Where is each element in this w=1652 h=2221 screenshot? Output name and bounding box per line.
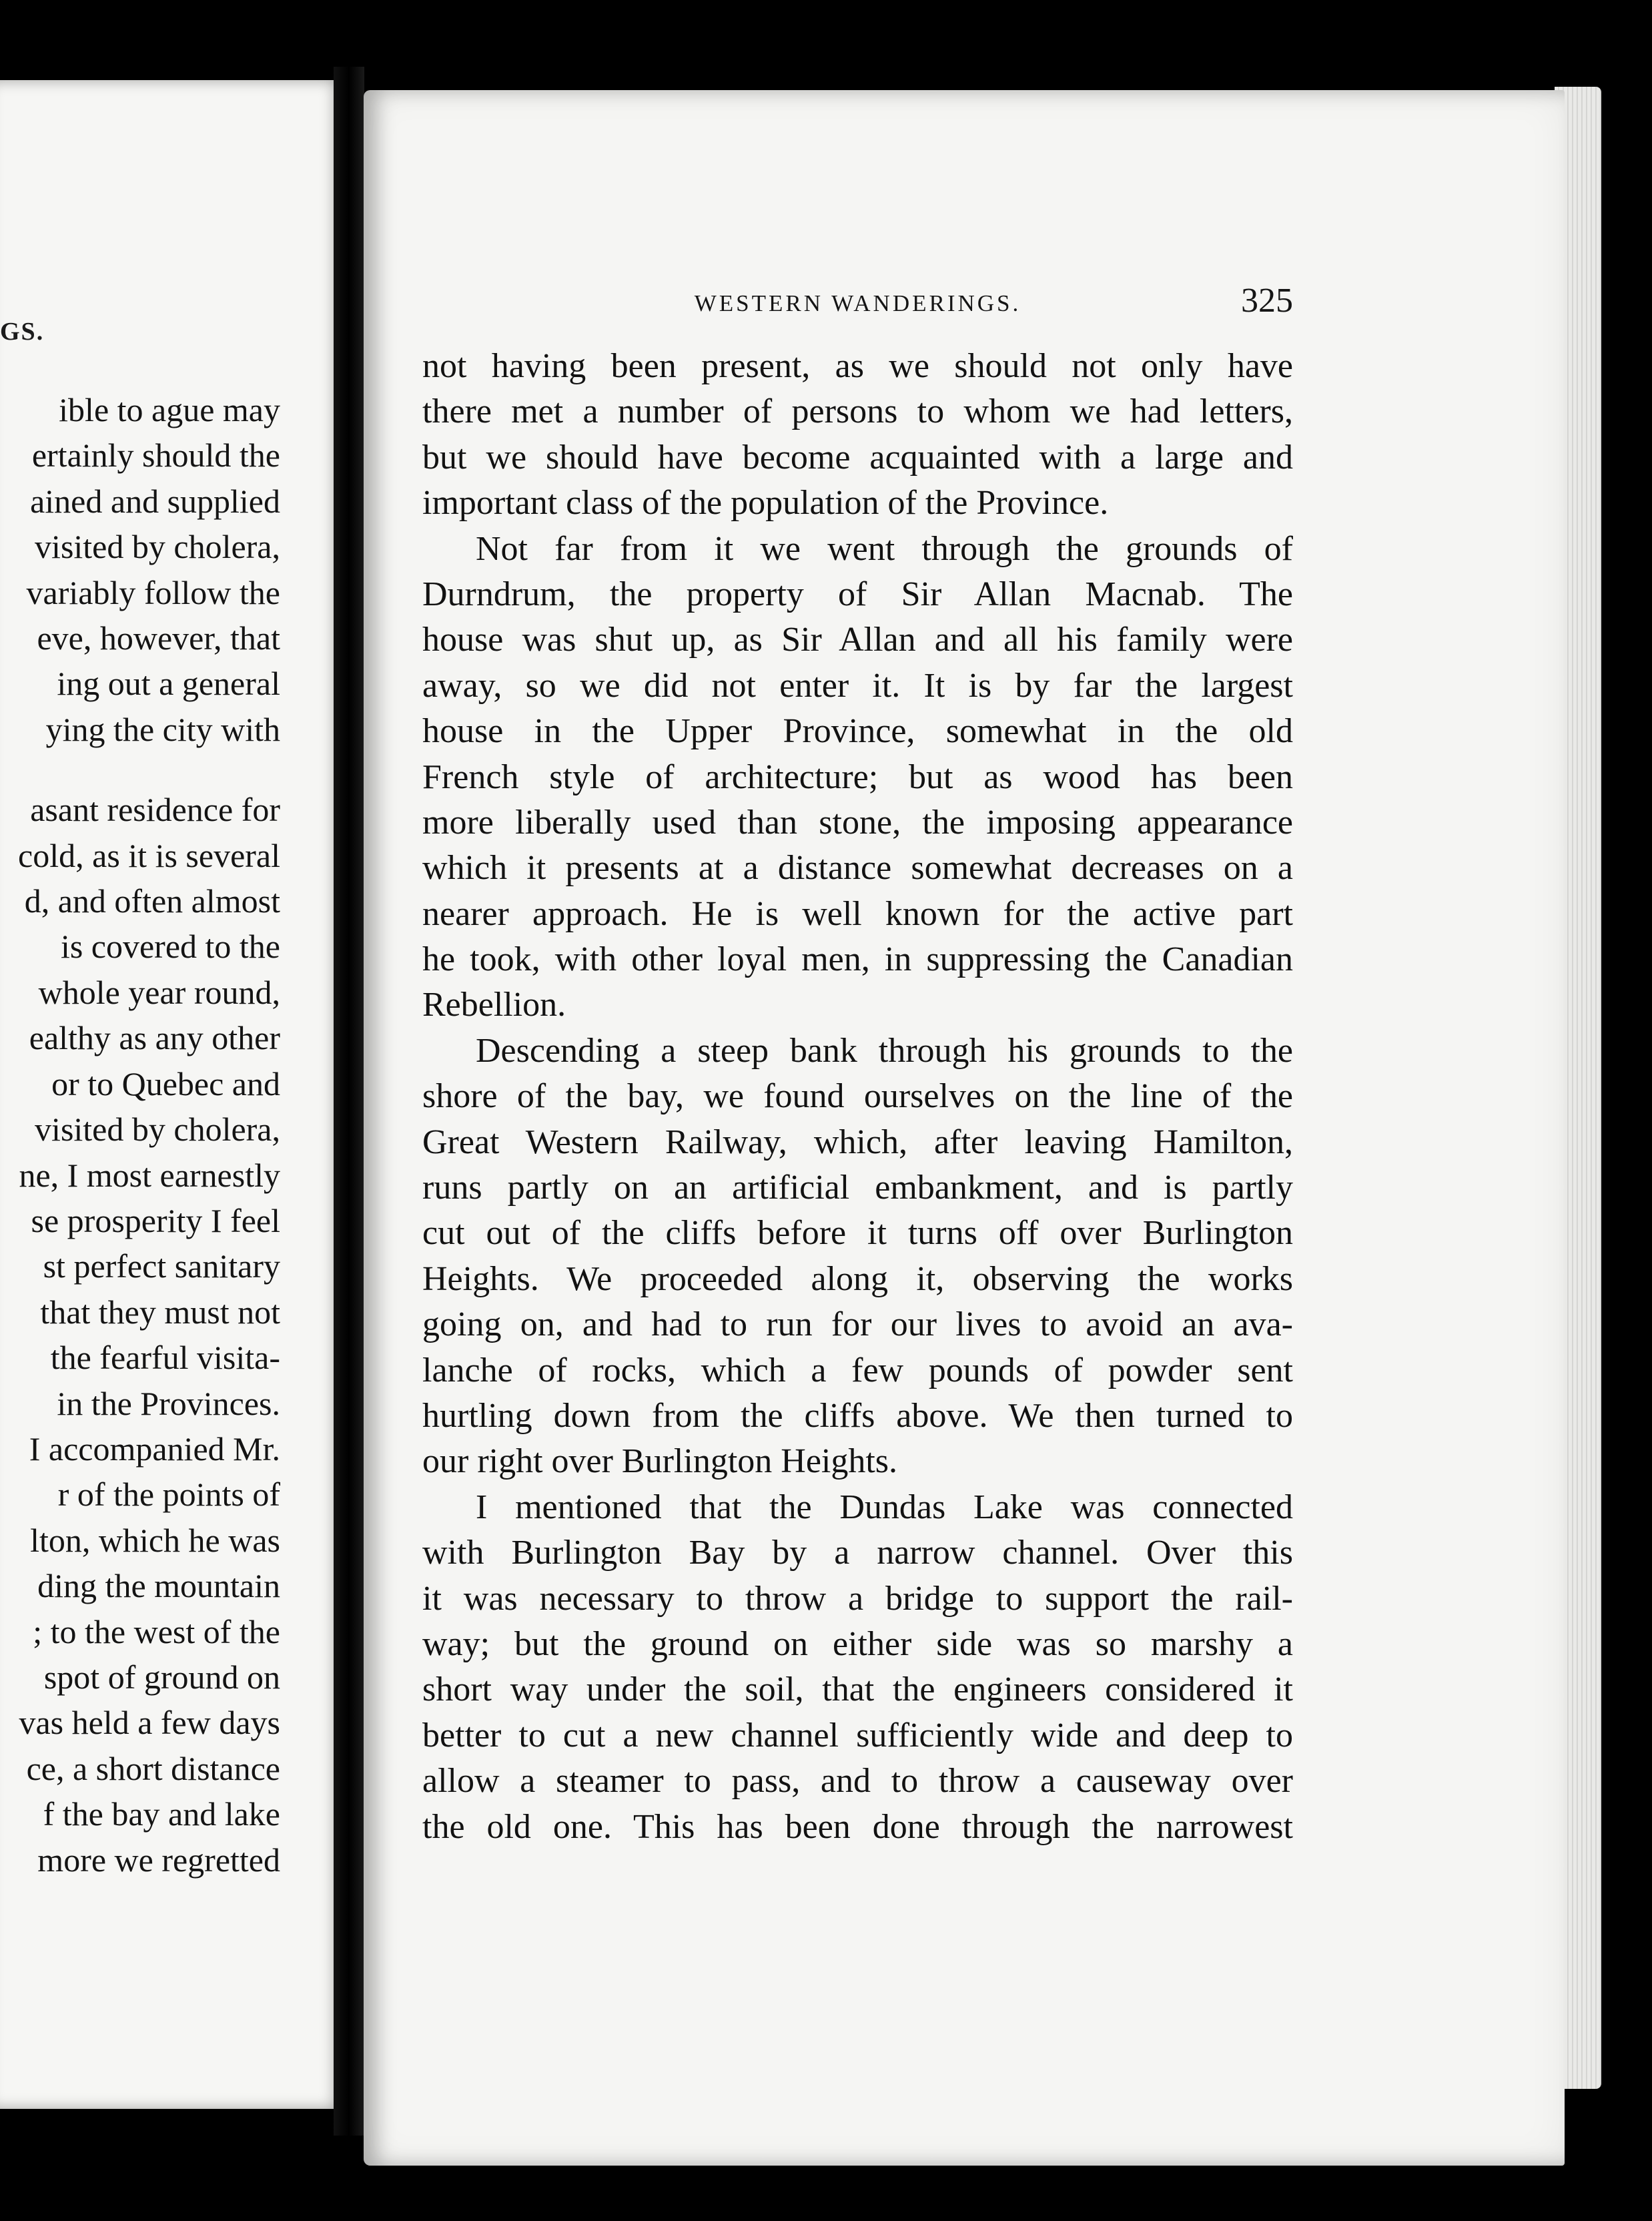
previous-page-line: ne, I most earnestly xyxy=(19,1156,280,1194)
previous-page-line: ained and supplied xyxy=(30,482,280,520)
previous-page-line: that they must not xyxy=(40,1293,280,1331)
text-line: house in the Upper Province, somewhat in the old xyxy=(422,712,1293,751)
text-line: he took, with other loyal men, in suppressing the Canadian xyxy=(422,940,1293,979)
paragraph xyxy=(422,344,1293,527)
previous-page-line: in the Provinces. xyxy=(57,1384,280,1422)
text-line: Not far from it we went through the grounds of xyxy=(476,529,1293,568)
text-line: going on, and had to run for our lives to avoid an ava- xyxy=(422,1305,1293,1344)
previous-page-line: r of the points of xyxy=(57,1476,280,1514)
previous-page-line: f the bay and lake xyxy=(43,1795,280,1833)
previous-page-text xyxy=(0,387,280,1883)
previous-page-line: st perfect sanitary xyxy=(43,1247,280,1285)
previous-page-line: ing out a general xyxy=(57,665,280,703)
text-line: but we should have become acquainted with a large and xyxy=(422,438,1293,477)
running-title: WESTERN WANDERINGS. xyxy=(694,290,1021,316)
previous-page-line: vas held a few days xyxy=(19,1704,280,1742)
text-line: Heights. We proceeded along it, observing the works xyxy=(422,1259,1293,1298)
previous-page-line: spot of ground on xyxy=(43,1658,280,1696)
text-line: runs partly on an artificial embankment, and is partly xyxy=(422,1169,1293,1207)
previous-page-line: visited by cholera, xyxy=(35,1110,280,1149)
previous-page-line: ealthy as any other xyxy=(29,1019,280,1057)
text-line: short way under the soil, that the engineers considered it xyxy=(422,1670,1293,1709)
text-line: nearer approach. He is well known for the active part xyxy=(422,894,1293,933)
previous-page-line: ding the mountain xyxy=(37,1567,280,1605)
text-line: I mentioned that the Dundas Lake was connected xyxy=(476,1488,1293,1526)
text-line: important class of the population of the Province. xyxy=(422,484,1109,523)
previous-page-line: eve, however, that xyxy=(37,619,280,657)
previous-page-line: ying the city with xyxy=(45,710,280,748)
paragraph xyxy=(422,1028,1293,1485)
page-number: 325 xyxy=(1241,282,1293,320)
text-line: more liberally used than stone, the imposing appearance xyxy=(422,803,1293,842)
previous-page-line: d, and often almost xyxy=(24,882,280,920)
text-line: allow a steamer to pass, and to throw a causeway over xyxy=(422,1762,1293,1801)
text-line: cut out of the cliffs before it turns off over Burlington xyxy=(422,1214,1293,1253)
text-line: with Burlington Bay by a narrow channel. Over this xyxy=(422,1534,1293,1572)
text-line: not having been present, as we should not only have xyxy=(422,347,1293,385)
text-line: house was shut up, as Sir Allan and all his family were xyxy=(422,621,1293,659)
previous-page-line: whole year round, xyxy=(38,973,280,1011)
previous-page-line: ce, a short distance xyxy=(26,1749,280,1787)
previous-page-line: or to Quebec and xyxy=(51,1064,280,1102)
body-text xyxy=(422,344,1293,1850)
previous-page-line: asant residence for xyxy=(30,791,280,829)
previous-page-line: ertainly should the xyxy=(31,436,280,474)
previous-page-line: ; to the west of the xyxy=(33,1612,280,1650)
previous-page-line: I accompanied Mr. xyxy=(29,1430,280,1468)
paragraph xyxy=(422,527,1293,1028)
book-gutter xyxy=(334,67,364,2136)
previous-page-line: cold, as it is several xyxy=(18,836,280,874)
previous-page-line: variably follow the xyxy=(26,573,280,611)
previous-page-line: ible to ague may xyxy=(59,391,280,428)
text-line: which it presents at a distance somewhat decreases on a xyxy=(422,849,1293,888)
previous-page-line: lton, which he was xyxy=(30,1521,280,1559)
previous-page-line: the fearful visita- xyxy=(50,1339,280,1377)
previous-page-running-head: GS. xyxy=(0,318,45,346)
paragraph xyxy=(422,1485,1293,1850)
text-line: better to cut a new channel sufficiently wide and deep to xyxy=(422,1716,1293,1755)
text-line: our right over Burlington Heights. xyxy=(422,1442,898,1481)
page-content xyxy=(422,282,1293,1850)
text-line: the old one. This has been done through the narrowest xyxy=(422,1807,1293,1846)
previous-page-line: is covered to the xyxy=(60,928,280,966)
previous-page-line: visited by cholera, xyxy=(35,528,280,566)
text-line: away, so we did not enter it. It is by far the largest xyxy=(422,666,1293,705)
previous-page-line: se prosperity I feel xyxy=(31,1201,280,1239)
current-page xyxy=(364,90,1565,2166)
text-line: Descending a steep bank through his grounds to the xyxy=(476,1031,1293,1070)
text-line: shore of the bay, we found ourselves on the line of the xyxy=(422,1077,1293,1116)
text-line: there met a number of persons to whom we had letters, xyxy=(422,392,1293,431)
text-line: Great Western Railway, which, after leaving Hamilton, xyxy=(422,1123,1293,1161)
text-line: French style of architecture; but as wood has been xyxy=(422,757,1293,796)
running-head xyxy=(422,282,1293,344)
previous-page-line: more we regretted xyxy=(37,1841,280,1879)
text-line: lanche of rocks, which a few pounds of powder sent xyxy=(422,1351,1293,1389)
text-line: way; but the ground on either side was so marshy a xyxy=(422,1624,1293,1663)
previous-page xyxy=(0,80,347,2109)
text-line: it was necessary to throw a bridge to support the rail- xyxy=(422,1579,1293,1618)
text-line: hurtling down from the cliffs above. We then turned to xyxy=(422,1396,1293,1435)
text-line: Rebellion. xyxy=(422,986,566,1024)
text-line: Durndrum, the property of Sir Allan Macnab. The xyxy=(422,575,1293,613)
